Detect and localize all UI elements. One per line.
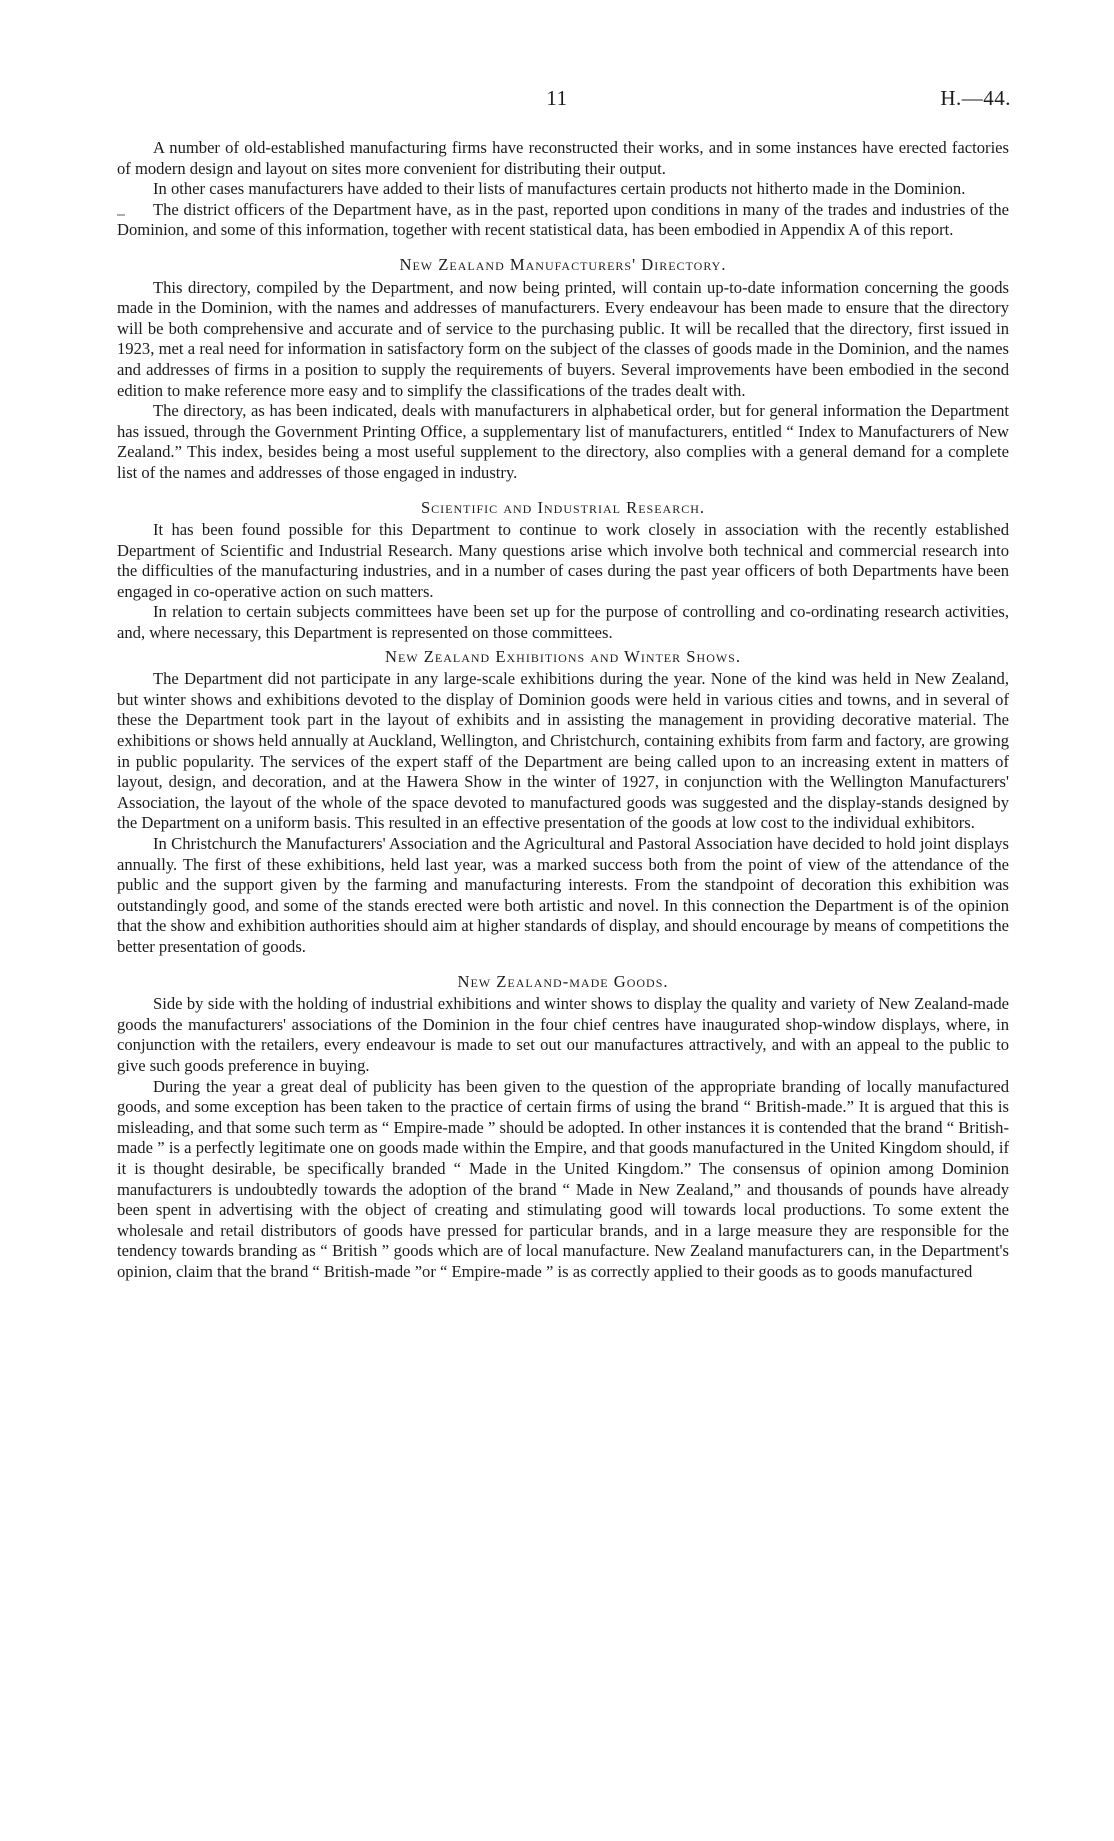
paragraph: A number of old-established manufacturing firms have reconstructed their works, and in some instances have erected factories of modern design and layout on sites more convenient for distributing their output. [117, 138, 1009, 178]
paragraph: The directory, as has been indicated, deals with manufacturers in alphabetical order, but for general information the Department has issued, through the Government Printing Office, a supplementary list of manufacturers, entitled “ Index to Manufacturers of New Zealand.” This index, besides being a most useful supplement to the directory, also complies with a general demand for a complete list of the names and addresses of those engaged in industry. [117, 401, 1009, 482]
paragraph: Side by side with the holding of industrial exhibitions and winter shows to display the quality and variety of New Zealand-made goods the manufacturers' associations of the Dominion in the four chief centres have inaugurated shop-window displays, where, in conjunction with the retailers, every endeavour is made to set out our manufactures attractively, and with an appeal to the public to give such goods preference in buying. [117, 994, 1009, 1075]
section-heading: New Zealand Manufacturers' Directory. [399, 254, 727, 274]
paragraph: During the year a great deal of publicity has been given to the question of the appropriate branding of locally manufactured goods, and some exception has been taken to the practice of certain firms of using the brand “ British-made.” It is argued that this is misleading, and that some such term as “ Empire-made ” should be adopted. In other instances it is contended that the brand “ British-made ” is a perfectly legitimate one on goods made within the Empire, and that goods manufactured in the United Kingdom should, if it is thought desirable, be specifically branded “ Made in the United Kingdom.” The consensus of opinion among Dominion manufacturers is undoubtedly towards the adoption of the brand “ Made in New Zealand,” and thousands of pounds have already been spent in advertising with the object of creating and stimulating good will towards local productions. To some extent the wholesale and retail distributors of goods have pressed for particular brands, and in a large measure they are responsible for the tendency towards branding as “ British ” goods which are of local manufacture. New Zealand manufacturers can, in the Department's opinion, claim that the brand “ British-made ”or “ Empire-made ” is as correctly applied to their goods as to goods manufactured [117, 1076, 1009, 1281]
paragraph: The district officers of the Department have, as in the past, reported upon conditions in many of the trades and industries of the Dominion, and some of this information, together with recent statistical data, has been embodied in Appendix A of this report. [117, 199, 1009, 240]
document-reference: H.—44. [940, 86, 1011, 110]
document-body [117, 138, 1009, 1282]
paragraph: In relation to certain subjects committees have been set up for the purpose of controlling and co-ordinating research activities, and, where necessary, this Department is represented on those committees. [117, 602, 1009, 643]
page-number: 11 [546, 86, 568, 110]
paragraph: In Christchurch the Manufacturers' Association and the Agricultural and Pastoral Association have decided to hold joint displays annually. The first of these exhibitions, held last year, was a marked success both from the point of view of the attendance of the public and the support given by the farming and manufacturing interests. From the standpoint of decoration this exhibition was outstandingly good, and some of the stands erected were both artistic and novel. In this connection the Department is of the opinion that the show and exhibition authorities should aim at higher standards of display, and should encourage by means of competitions the better presentation of goods. [117, 834, 1009, 956]
paragraph: It has been found possible for this Department to continue to work closely in association with the recently established Department of Scientific and Industrial Research. Many questions arise which involve both technical and commercial research into the difficulties of the manufacturing industries, and in a number of cases during the past year officers of both Departments have been engaged in co-operative action on such matters. [117, 520, 1009, 601]
paragraph: This directory, compiled by the Department, and now being printed, will contain up-to-date information concerning the goods made in the Dominion, with the names and addresses of manufacturers. Every endeavour has been made to ensure that the directory will be both comprehensive and accurate and of service to the purchasing public. It will be recalled that the directory, first issued in 1923, met a real need for information in satisfactory form on the subject of the classes of goods made in the Dominion, and the names and addresses of firms in a position to supply the requirements of buyers. Several improvements have been embodied in the second edition to make reference more easy and to simplify the classifications of the trades dealt with. [117, 277, 1009, 400]
section-heading: Scientific and Industrial Research. [420, 497, 706, 517]
paragraph: In other cases manufacturers have added to their lists of manufactures certain products not hitherto made in the Dominion. [153, 179, 966, 199]
paragraph: The Department did not participate in any large-scale exhibitions during the year. None of the kind was held in New Zealand, but winter shows and exhibitions devoted to the display of Dominion goods were held in various cities and towns, and in several of these the Department took part in the layout of exhibits and in assisting the management in providing decorative material. The exhibitions or shows held annually at Auckland, Wellington, and Christchurch, containing exhibits from farm and factory, are growing in public popularity. The services of the expert staff of the Department are being called upon to an increasing extent in matters of layout, design, and decoration, and at the Hawera Show in the winter of 1927, in conjunction with the Wellington Manufacturers' Association, the layout of the whole of the space devoted to manufactured goods was suggested and the display-stands designed by the Department on a uniform basis. This resulted in an effective presentation of the goods at low cost to the individual exhibitors. [117, 669, 1009, 833]
section-heading: New Zealand-made Goods. [457, 971, 669, 991]
section-heading: New Zealand Exhibitions and Winter Shows. [384, 646, 742, 666]
